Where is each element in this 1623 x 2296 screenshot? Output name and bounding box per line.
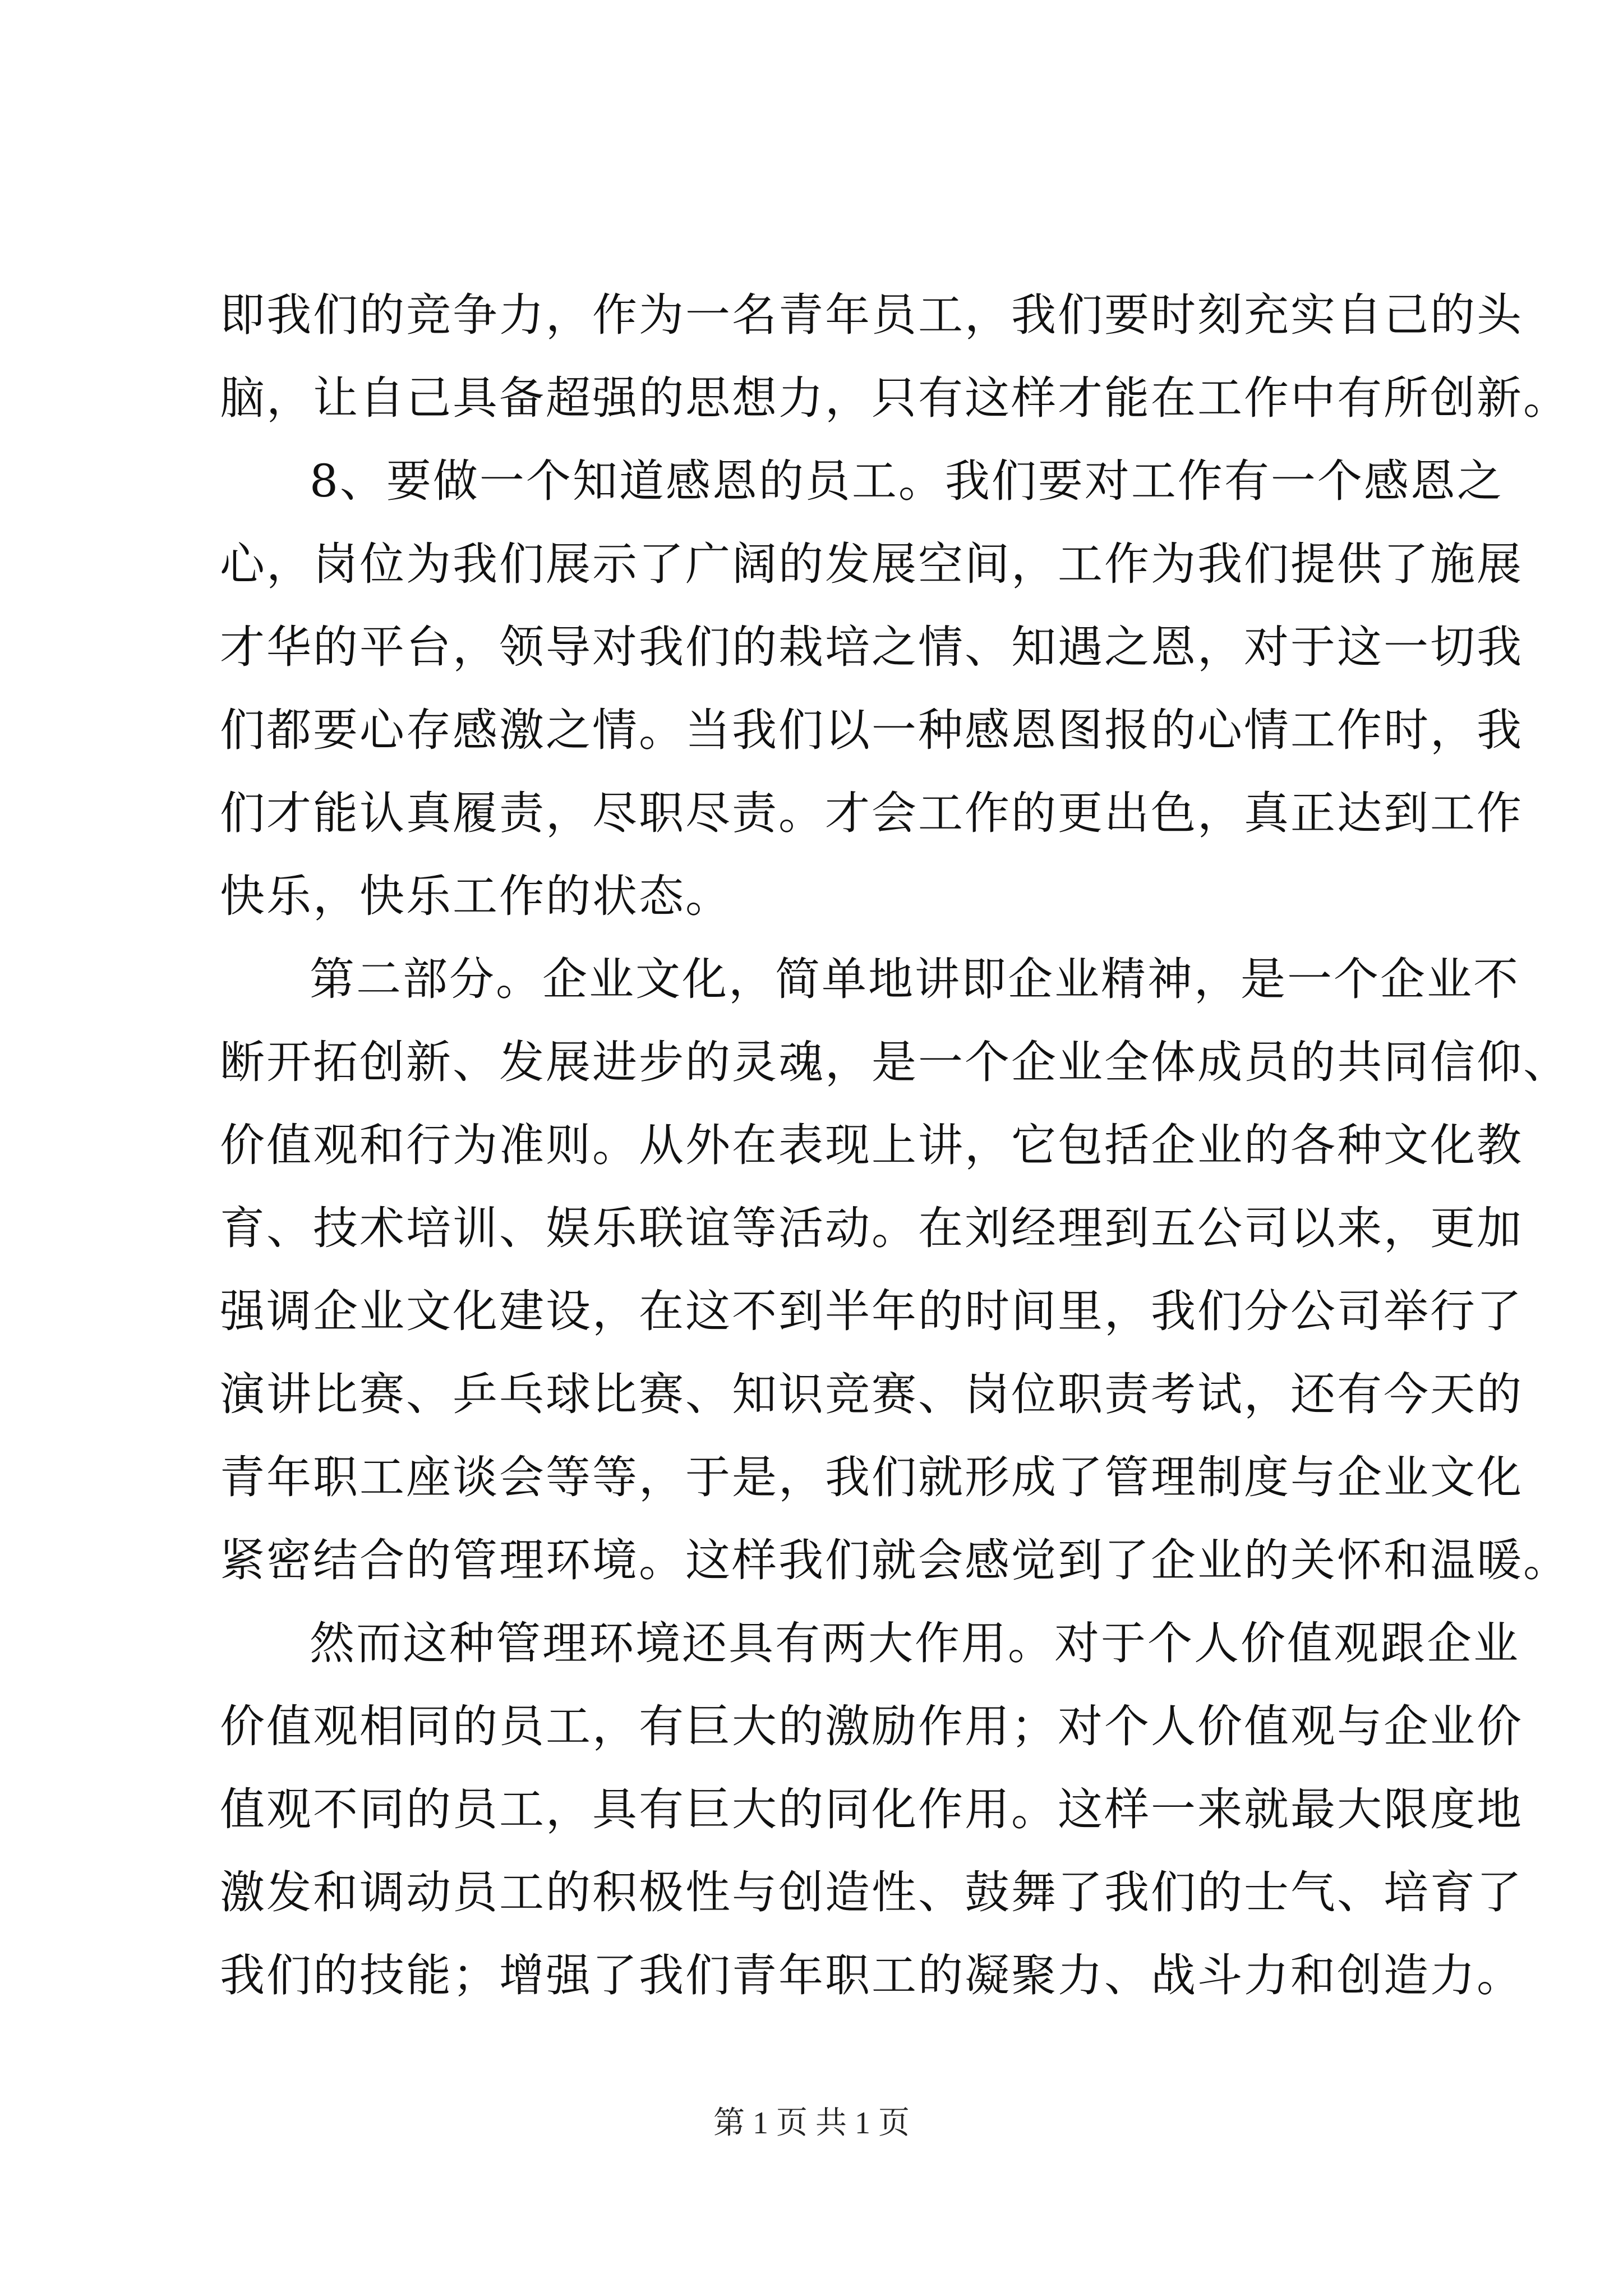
text-line: 们都要心存感激之情。当我们以一种感恩图报的心情工作时，我	[220, 704, 1523, 756]
text-line: 断开拓创新、发展进步的灵魂，是一个企业全体成员的共同信仰、	[220, 1036, 1570, 1088]
text-line: 紧密结合的管理环境。这样我们就会感觉到了企业的关怀和温暖。	[220, 1534, 1570, 1586]
text-line: 价值观和行为准则。从外在表现上讲，它包括企业的各种文化教	[220, 1119, 1523, 1171]
text-line: 演讲比赛、乒乓球比赛、知识竞赛、岗位职责考试，还有今天的	[220, 1368, 1523, 1420]
text-line: 强调企业文化建设，在这不到半年的时间里，我们分公司举行了	[220, 1285, 1523, 1337]
text-line: 心，岗位为我们展示了广阔的发展空间，工作为我们提供了施展	[220, 538, 1523, 590]
text-line: 青年职工座谈会等等，于是，我们就形成了管理制度与企业文化	[220, 1451, 1523, 1503]
page-footer: 第 1 页 共 1 页	[713, 2106, 910, 2141]
text-line: 激发和调动员工的积极性与创造性、鼓舞了我们的士气、培育了	[220, 1866, 1523, 1918]
text-line: 脑，让自己具备超强的思想力，只有这样才能在工作中有所创新。	[220, 372, 1570, 424]
text-line: 然而这种管理环境还具有两大作用。对于个人价值观跟企业	[310, 1617, 1520, 1669]
text-line: 第二部分。企业文化，简单地讲即企业精神，是一个企业不	[310, 953, 1520, 1005]
text-line: 值观不同的员工，具有巨大的同化作用。这样一来就最大限度地	[220, 1783, 1523, 1835]
text-line: 才华的平台，领导对我们的栽培之情、知遇之恩，对于这一切我	[220, 621, 1523, 673]
text-line: 8、要做一个知道感恩的员工。我们要对工作有一个感恩之	[310, 455, 1504, 507]
text-line: 们才能认真履责，尽职尽责。才会工作的更出色，真正达到工作	[220, 787, 1523, 839]
document-body	[220, 274, 1570, 2017]
text-line: 价值观相同的员工，有巨大的激励作用；对个人价值观与企业价	[220, 1700, 1523, 1752]
text-line: 育、技术培训、娱乐联谊等活动。在刘经理到五公司以来，更加	[220, 1202, 1523, 1254]
text-line: 快乐，快乐工作的状态。	[220, 870, 732, 922]
text-line: 我们的技能；增强了我们青年职工的凝聚力、战斗力和创造力。	[220, 1949, 1523, 2001]
text-line: 即我们的竞争力，作为一名青年员工，我们要时刻充实自己的头	[220, 289, 1523, 341]
